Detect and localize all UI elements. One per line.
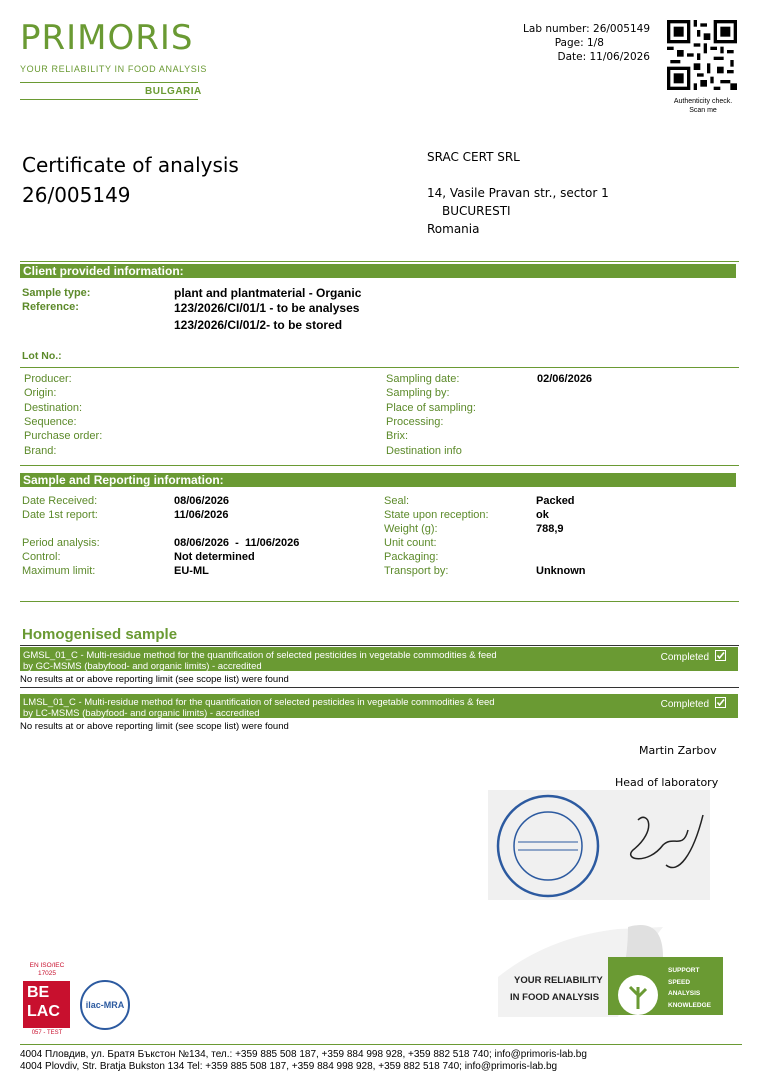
method-status xyxy=(661,697,726,710)
weight-value: 788,9 xyxy=(536,523,564,535)
date-label: Date: xyxy=(557,51,587,63)
belac-text-2: LAC xyxy=(27,1003,60,1020)
date-received-label: Date Received: xyxy=(22,495,98,507)
slogan-graphic xyxy=(488,917,723,1017)
transport-by-label: Transport by: xyxy=(384,565,449,577)
sampling-date-label: Sampling date: xyxy=(386,373,460,385)
qr-code-icon[interactable] xyxy=(667,20,737,90)
ilac-mra-text: ilac-MRA xyxy=(85,1000,125,1010)
stamp-icon xyxy=(488,790,710,900)
qr-caption-line1: Authenticity check. xyxy=(673,98,733,105)
slogan-text xyxy=(510,972,603,1006)
control-value: Not determined xyxy=(174,551,255,563)
signer-role: Head of laboratory xyxy=(615,776,719,789)
lab-number-label: Lab number: xyxy=(523,23,590,35)
unit-count-label: Unit count: xyxy=(384,537,437,549)
checkbox-checked-icon xyxy=(715,697,726,708)
iso-label-line2: 17025 xyxy=(37,970,57,977)
destination-label: Destination: xyxy=(24,402,83,414)
logo-tagline: YOUR RELIABILITY IN FOOD ANALYSIS xyxy=(20,64,208,74)
place-of-sampling-label: Place of sampling: xyxy=(386,402,476,414)
homogenised-heading: Homogenised sample xyxy=(22,626,178,643)
reference-label: Reference: xyxy=(22,301,79,313)
state-upon-reception-label: State upon reception: xyxy=(384,509,489,521)
method-description-line1: LMSL_01_C - Multi-residue method for the quantification of selected pesticides in vegetable commodities & feed xyxy=(23,697,495,708)
qr-caption-line2: Scan me xyxy=(689,107,717,114)
packaging-label: Packaging: xyxy=(384,551,439,563)
footer-address-en: 4004 Plovdiv, Str. Bratja Bukston 134 Tel: +359 885 508 187, +359 884 998 928, +359 882 518 740; info@primoris-lab.bg xyxy=(20,1061,558,1072)
value-item: SUPPORT xyxy=(668,967,700,974)
iso-label xyxy=(24,962,70,978)
method-description-line2: by LC-MSMS (babyfood- and organic limits) - accredited xyxy=(23,708,260,719)
logo-country: BULGARIA xyxy=(145,86,202,97)
origin-label: Origin: xyxy=(24,387,57,399)
method-result: No results at or above reporting limit (see scope list) were found xyxy=(20,674,289,685)
method-row-lmsl xyxy=(20,694,738,718)
reference-value-2: 123/2026/CI/01/2- to be stored xyxy=(174,318,343,332)
slogan-line2: IN FOOD ANALYSIS xyxy=(510,992,600,1003)
method-description-line2: by GC-MSMS (babyfood- and organic limits) - accredited xyxy=(23,661,262,672)
period-analysis-label: Period analysis: xyxy=(22,537,100,549)
sequence-label: Sequence: xyxy=(24,416,77,428)
certificate-title-line1: Certificate of analysis xyxy=(22,153,239,177)
method-status-label: Completed xyxy=(660,699,709,710)
method-row-gmsl xyxy=(20,647,738,671)
brand-label: Brand: xyxy=(24,445,57,457)
client-street: 14, Vasile Pravan str., sector 1 xyxy=(427,186,609,200)
period-analysis-value: 08/06/2026 - 11/06/2026 xyxy=(174,537,300,549)
ilac-mra-logo xyxy=(80,980,130,1030)
logo-divider-bottom xyxy=(20,99,198,100)
reference-value-1: 123/2026/CI/01/1 - to be analyses xyxy=(174,301,360,315)
maximum-limit-value: EU-ML xyxy=(174,565,209,577)
client-address xyxy=(427,148,609,238)
qr-caption xyxy=(655,97,751,115)
lot-divider xyxy=(20,367,739,368)
stamp-and-signature xyxy=(488,790,710,900)
belac-logo xyxy=(23,981,70,1028)
method-status-label: Completed xyxy=(660,652,709,663)
belac-code: 057 - TEST xyxy=(31,1030,63,1036)
primoris-logo xyxy=(20,18,193,58)
lab-number: 26/005149 xyxy=(593,23,650,35)
iso-label-line1: EN ISO/IEC xyxy=(29,962,65,969)
logo-divider xyxy=(20,82,198,83)
logo-text: PRIMORIS xyxy=(20,18,194,58)
certificate-title xyxy=(22,150,239,210)
belac-text-1: BE xyxy=(27,984,50,1001)
footer-divider xyxy=(20,1044,742,1045)
maximum-limit-label: Maximum limit: xyxy=(22,565,96,577)
value-item: KNOWLEDGE xyxy=(668,1001,711,1009)
methods-divider xyxy=(20,645,739,646)
date-first-report-label: Date 1st report: xyxy=(22,509,98,521)
section-divider xyxy=(20,465,739,466)
checkbox-checked-icon xyxy=(715,650,726,661)
values-list xyxy=(668,965,711,1011)
value-item: ANALYSIS xyxy=(668,990,701,997)
processing-label: Processing: xyxy=(386,416,444,428)
sample-type-value: plant and plantmaterial - Organic xyxy=(174,286,362,300)
value-item: SPEED xyxy=(668,978,691,986)
report-date: 11/06/2026 xyxy=(589,51,650,63)
transport-by-value: Unknown xyxy=(536,565,586,577)
sample-type-label: Sample type: xyxy=(22,287,91,299)
state-upon-reception-value: ok xyxy=(536,509,549,521)
method-result: No results at or above reporting limit (see scope list) were found xyxy=(20,721,289,732)
sampling-date-value: 02/06/2026 xyxy=(537,373,593,385)
methods-divider xyxy=(20,687,739,688)
section-divider xyxy=(20,261,739,262)
page-label: Page: xyxy=(554,37,584,49)
page-number: 1/8 xyxy=(587,37,604,49)
date-first-report-value: 11/06/2026 xyxy=(174,509,229,521)
brix-label: Brix: xyxy=(386,430,408,442)
method-description-line1: GMSL_01_C - Multi-residue method for the quantification of selected pesticides in vegetable commodities & feed xyxy=(23,650,497,661)
client-country: Romania xyxy=(427,222,480,236)
seal-value: Packed xyxy=(536,495,575,507)
weight-label: Weight (g): xyxy=(384,523,438,535)
destination-info-label: Destination info xyxy=(386,445,462,457)
sample-info-heading: Sample and Reporting information: xyxy=(20,473,736,487)
client-info-heading: Client provided information: xyxy=(20,264,736,278)
address-spacer xyxy=(427,166,609,184)
date-received-value: 08/06/2026 xyxy=(174,495,230,507)
section-divider xyxy=(20,601,739,602)
signer-name: Martin Zarbov xyxy=(639,744,717,757)
seal-label: Seal: xyxy=(384,495,410,507)
purchase-order-label: Purchase order: xyxy=(24,430,103,442)
control-label: Control: xyxy=(22,551,61,563)
certificate-number: 26/005149 xyxy=(22,183,131,207)
client-city: BUCURESTI xyxy=(442,204,511,218)
slogan-line1: YOUR RELIABILITY xyxy=(514,975,603,986)
client-name: SRAC CERT SRL xyxy=(427,150,520,164)
sampling-by-label: Sampling by: xyxy=(386,387,450,399)
producer-label: Producer: xyxy=(24,373,72,385)
lot-label: Lot No.: xyxy=(22,350,62,362)
method-status xyxy=(661,650,726,663)
footer-address-bg: 4004 Пловдив, ул. Братя Бъкстон №134, тел.: +359 885 508 187, +359 884 998 928, +359 882 518 740; info@primoris-lab.bg xyxy=(20,1049,587,1060)
lab-info xyxy=(523,22,650,64)
